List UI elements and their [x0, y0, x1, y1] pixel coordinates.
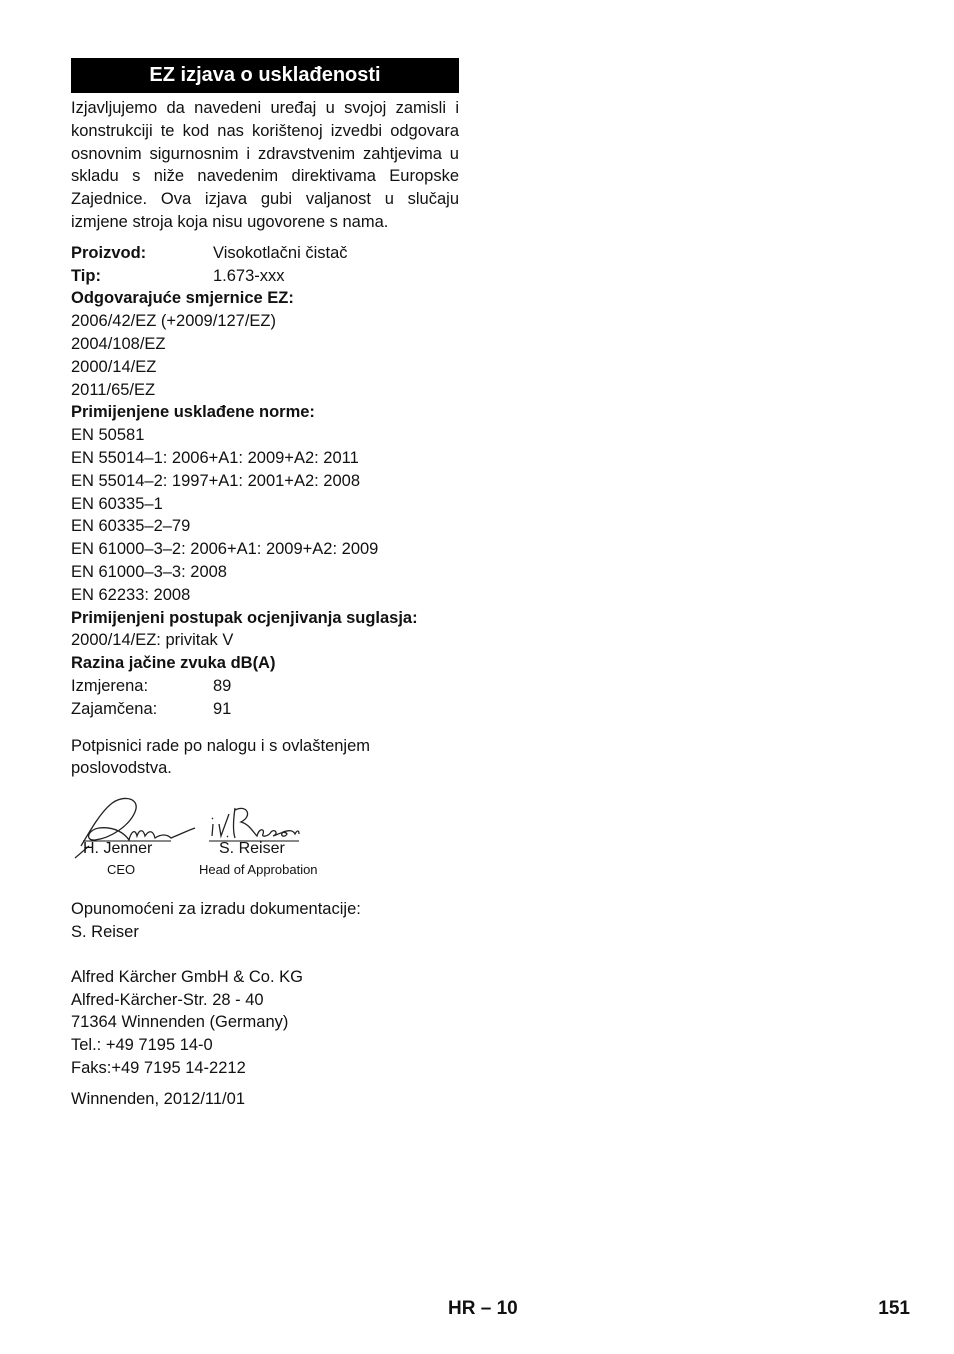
sound-measured-row — [71, 675, 459, 698]
product-row — [71, 242, 459, 265]
intro-paragraph: Izjavljujemo da navedeni uređaj u svojoj zamisli i konstrukciji te kod nas korištenoj izvedbi odgovara osnovnim sigurnosnim i zdravstvenim zahtjevima u skladu s niže navedenim direktivama Europske Zajednice. Ova izjava gubi valjanost u slučaju izmjene stroja koja nisu ugovorene s nama. — [71, 99, 459, 231]
address-line: Tel.: +49 7195 14-0 — [71, 1036, 213, 1055]
signature-reiser — [199, 794, 329, 878]
sound-measured-value: 89 — [213, 676, 232, 695]
signatory-name: H. Jenner — [83, 840, 153, 858]
place-date: Winnenden, 2012/11/01 — [71, 1089, 245, 1108]
norms-heading: Primijenjene usklađene norme: — [71, 403, 315, 422]
norm-item: EN 61000–3–2: 2006+A1: 2009+A2: 2009 — [71, 540, 379, 559]
product-value: Visokotlačni čistač — [213, 243, 348, 262]
sound-guaranteed-label: Zajamčena: — [71, 699, 158, 718]
sound-guaranteed-row — [71, 698, 459, 721]
sound-heading: Razina jačine zvuka dB(A) — [71, 654, 276, 673]
address-line: Faks:+49 7195 14-2212 — [71, 1058, 246, 1077]
norm-item: EN 60335–1 — [71, 494, 163, 513]
address-line: Alfred-Kärcher-Str. 28 - 40 — [71, 990, 264, 1009]
page-title: EZ izjava o usklađenosti — [71, 58, 459, 93]
signatory-name: S. Reiser — [219, 840, 285, 858]
norm-item: EN 60335–2–79 — [71, 517, 191, 536]
page-number: 151 — [878, 1298, 910, 1319]
norm-item: EN 62233: 2008 — [71, 585, 191, 604]
product-info — [71, 242, 459, 721]
section-page-label: HR – 10 — [448, 1298, 518, 1319]
address-line: 71364 Winnenden (Germany) — [71, 1013, 289, 1032]
signatories-note: Potpisnici rade po nalogu i s ovlaštenjem poslovodstva. — [71, 736, 371, 778]
procedure-value: 2000/14/EZ: privitak V — [71, 631, 234, 650]
sound-measured-label: Izmjerena: — [71, 676, 149, 695]
norm-item: EN 55014–2: 1997+A1: 2001+A2: 2008 — [71, 471, 360, 490]
declaration-column — [71, 58, 459, 1110]
directive-item: 2011/65/EZ — [71, 380, 156, 399]
signature-block — [71, 794, 459, 884]
documentation-block — [71, 898, 459, 944]
directive-item: 2000/14/EZ — [71, 357, 157, 376]
address-block — [71, 966, 459, 1080]
directive-item: 2004/108/EZ — [71, 334, 166, 353]
norm-item: EN 61000–3–3: 2008 — [71, 562, 227, 581]
signature-jenner — [71, 794, 201, 878]
documentation-label: Opunomoćeni za izradu dokumentacije: — [71, 900, 361, 919]
address-line: Alfred Kärcher GmbH & Co. KG — [71, 967, 303, 986]
type-value: 1.673-xxx — [213, 266, 285, 285]
norm-item: EN 50581 — [71, 426, 145, 445]
documentation-name: S. Reiser — [71, 922, 139, 941]
signatory-role: CEO — [107, 862, 136, 878]
product-label: Proizvod: — [71, 243, 147, 262]
sound-guaranteed-value: 91 — [213, 699, 232, 718]
type-label: Tip: — [71, 266, 101, 285]
type-row — [71, 265, 459, 288]
directives-heading: Odgovarajuće smjernice EZ: — [71, 289, 294, 308]
signatory-role: Head of Approbation — [199, 862, 318, 878]
procedure-heading: Primijenjeni postupak ocjenjivanja suglasja: — [71, 608, 418, 627]
norm-item: EN 55014–1: 2006+A1: 2009+A2: 2011 — [71, 448, 359, 467]
directive-item: 2006/42/EZ (+2009/127/EZ) — [71, 312, 277, 331]
